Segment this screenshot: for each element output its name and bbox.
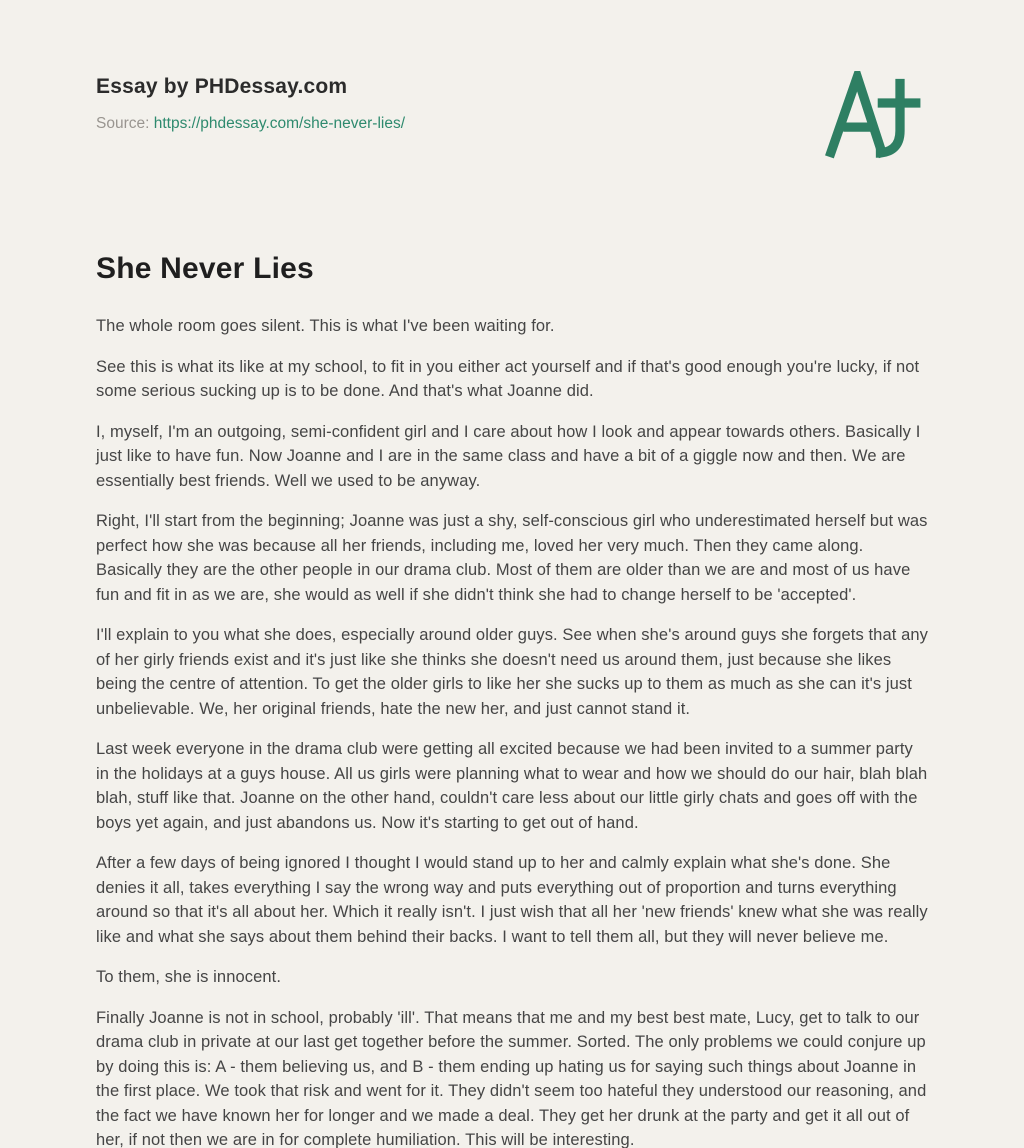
source-label: Source: xyxy=(96,115,150,132)
page-header xyxy=(96,75,928,166)
header-text-block xyxy=(96,75,405,133)
source-line xyxy=(96,115,405,133)
essay-paragraph: Last week everyone in the drama club were getting all excited because we had been invited to a summer party in the holidays at a guys house. All us girls were planning what to wear and how we should do our hair, blah blah blah, stuff like that. Joanne on the other hand, couldn't care less about our little girly chats and goes off with the boys yet again, and just abandons us. Now it's starting to get out of hand. xyxy=(96,740,928,832)
essay-body xyxy=(96,314,928,1148)
essay-paragraph: I'll explain to you what she does, especially around older guys. See when she's around guys she forgets that any of her girly friends exist and it's just like she thinks she doesn't need us around them, just because she likes being the centre of attention. To get the older girls to like her she sucks up to them as much as she can it's just unbelievable. We, her original friends, hate the new her, and just cannot stand it. xyxy=(96,626,929,718)
essay-title: She Never Lies xyxy=(96,252,314,285)
essay-paragraph: The whole room goes silent. This is what I've been waiting for. xyxy=(96,317,555,335)
essay-paragraph: Finally Joanne is not in school, probably 'ill'. That means that me and my best best mate, Lucy, get to talk to our drama club in private at our last get together before the summer. Sorted. The only problems we could conjure up by doing this is: A - them believing us, and B - them ending up hating us for saying such things about Joanne in the first place. We took that risk and went for it. They didn't seem too hateful they understood our reasoning, and the fact we have known her for longer and we made a deal. They get her drunk at the party and get it all out of her, if not then we are in for complete humiliation. This will be interesting. xyxy=(96,1008,927,1148)
header-title: Essay by PHDessay.com xyxy=(96,75,348,98)
source-link[interactable]: https://phdessay.com/she-never-lies/ xyxy=(153,115,406,132)
essay-paragraph: Right, I'll start from the beginning; Joanne was just a shy, self-conscious girl who underestimated herself but was perfect how she was because all her friends, including me, loved her very much. Then they came along. Basically they are the other people in our drama club. Most of them are older than we are and most of us have fun and fit in as we are, she would as well if she didn't think she had to change herself to be 'accepted'. xyxy=(96,512,928,604)
essay-paragraph: To them, she is innocent. xyxy=(96,968,282,986)
essay-paragraph: I, myself, I'm an outgoing, semi-confident girl and I care about how I look and appear towards others. Basically I just like to have fun. Now Joanne and I are in the same class and have a bit of a giggle now and then. We are essentially best friends. Well we used to be anyway. xyxy=(96,422,921,490)
a-plus-monogram-icon xyxy=(822,71,926,161)
phdessay-logo xyxy=(822,71,926,166)
essay-paragraph: After a few days of being ignored I thought I would stand up to her and calmly explain what she's done. She denies it all, takes everything I say the wrong way and puts everything out of proportion and turns everything around so that it's all about her. Which it really isn't. I just wish that all her 'new friends' knew what she was really like and what she says about them behind their backs. I want to tell them all, but they will never believe me. xyxy=(96,854,928,946)
essay-paragraph: See this is what its like at my school, to fit in you either act yourself and if that's good enough you're lucky, if not some serious sucking up is to be done. And that's what Joanne did. xyxy=(96,357,920,400)
